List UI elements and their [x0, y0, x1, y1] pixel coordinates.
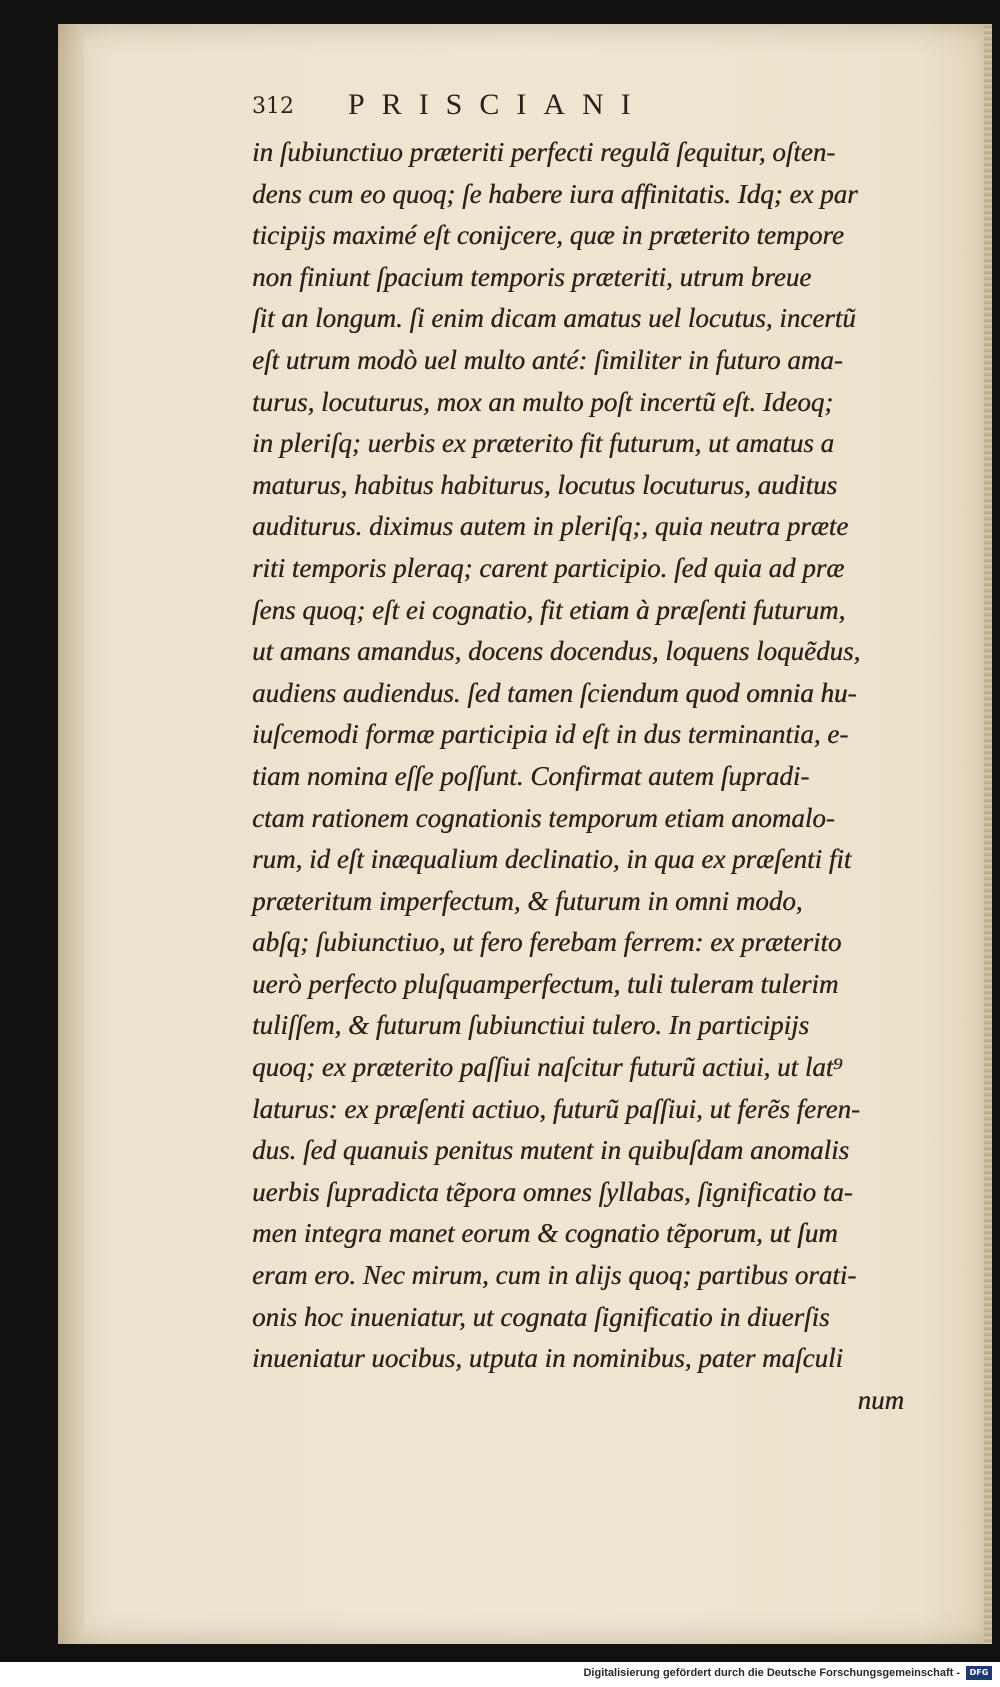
- funding-credit: Digitalisierung gefördert durch die Deutsche Forschungsgemeinschaft -: [583, 1667, 960, 1679]
- digitization-footer: [0, 1662, 1000, 1687]
- catchword: num: [857, 1384, 904, 1415]
- text-line: audiens audiendus. ſed tamen ſciendum quod omnia hu-: [252, 677, 857, 708]
- text-line: non finiunt ſpacium temporis præteriti, utrum breue: [252, 261, 812, 292]
- text-line: onis hoc inueniatur, ut cognata ſignificatio in diuerſis: [252, 1301, 830, 1332]
- text-line: uerbis ſupradicta tẽpora omnes ſyllabas, ſignificatio ta-: [252, 1176, 853, 1207]
- text-line: dus. ſed quanuis penitus mutent in quibuſdam anomalis: [252, 1135, 849, 1166]
- text-line: rum, id eſt inæqualium declinatio, in qua ex præſenti fit: [252, 844, 852, 875]
- text-line: dens cum eo quoq; ſe habere iura affinitatis. Idq; ex par: [252, 178, 858, 209]
- text-line: ctam rationem cognationis temporum etiam anomalo-: [252, 802, 835, 833]
- text-line: præteritum imperfectum, & futurum in omni modo,: [252, 885, 803, 916]
- text-line: auditurus. diximus autem in pleriſq;, quia neutra præte: [252, 511, 849, 542]
- text-line: ut amans amandus, docens docendus, loquens loquẽdus,: [252, 636, 861, 667]
- text-line: in ſubiunctiuo præteriti perfecti regulã ſequitur, oſten-: [252, 137, 836, 167]
- text-line: ticipijs maximé eſt conijcere, quæ in præterito tempore: [252, 220, 844, 251]
- text-line: riti temporis pleraq; carent participio. ſed quia ad præ: [252, 552, 845, 583]
- text-line: iuſcemodi formæ participia id eſt in dus terminantia, e-: [252, 719, 849, 750]
- page-header: [252, 88, 797, 128]
- text-line: abſq; ſubiunctiuo, ut fero ferebam ferrem: ex præterito: [252, 927, 842, 958]
- text-line: ſit an longum. ſi enim dicam amatus uel locutus, incertũ: [252, 303, 856, 334]
- page-fore-edge: [984, 24, 992, 1644]
- text-line: tiam nomina eſſe poſſunt. Confirmat autem ſupradi-: [252, 760, 810, 791]
- text-line: uerò perfecto pluſquamperfectum, tuli tuleram tulerim: [252, 968, 839, 999]
- page-gutter-shadow: [58, 24, 84, 1644]
- text-line: laturus: ex præſenti actiuo, futurũ paſſiui, ut ferẽs feren-: [252, 1093, 860, 1124]
- text-line: maturus, habitus habiturus, locutus locuturus, auditus: [252, 469, 838, 500]
- text-line: in pleriſq; uerbis ex præterito fit futurum, ut amatus a: [252, 428, 834, 459]
- running-title: PRISCIANI: [348, 88, 648, 121]
- text-line: tuliſſem, & futurum ſubiunctiui tulero. In participijs: [252, 1010, 809, 1041]
- body-text: [252, 132, 972, 1421]
- text-line: men integra manet eorum & cognatio tẽporum, ut ſum: [252, 1218, 838, 1249]
- text-line: eram ero. Nec mirum, cum in alijs quoq; partibus orati-: [252, 1260, 857, 1291]
- text-line: turus, locuturus, mox an multo poſt incertũ eſt. Ideoq;: [252, 386, 834, 417]
- text-line: inueniatur uocibus, utputa in nominibus, pater maſculi: [252, 1343, 843, 1374]
- text-line: eſt utrum modò uel multo anté: ſimiliter in futuro ama-: [252, 344, 843, 375]
- page-number: 312: [252, 94, 294, 119]
- text-line: ſens quoq; eſt ei cognatio, fit etiam à præſenti futurum,: [252, 594, 846, 625]
- text-line: quoq; ex præterito paſſiui naſcitur futurũ actiui, ut lat⁹: [252, 1052, 843, 1083]
- dfg-logo-icon: DFG: [966, 1666, 992, 1680]
